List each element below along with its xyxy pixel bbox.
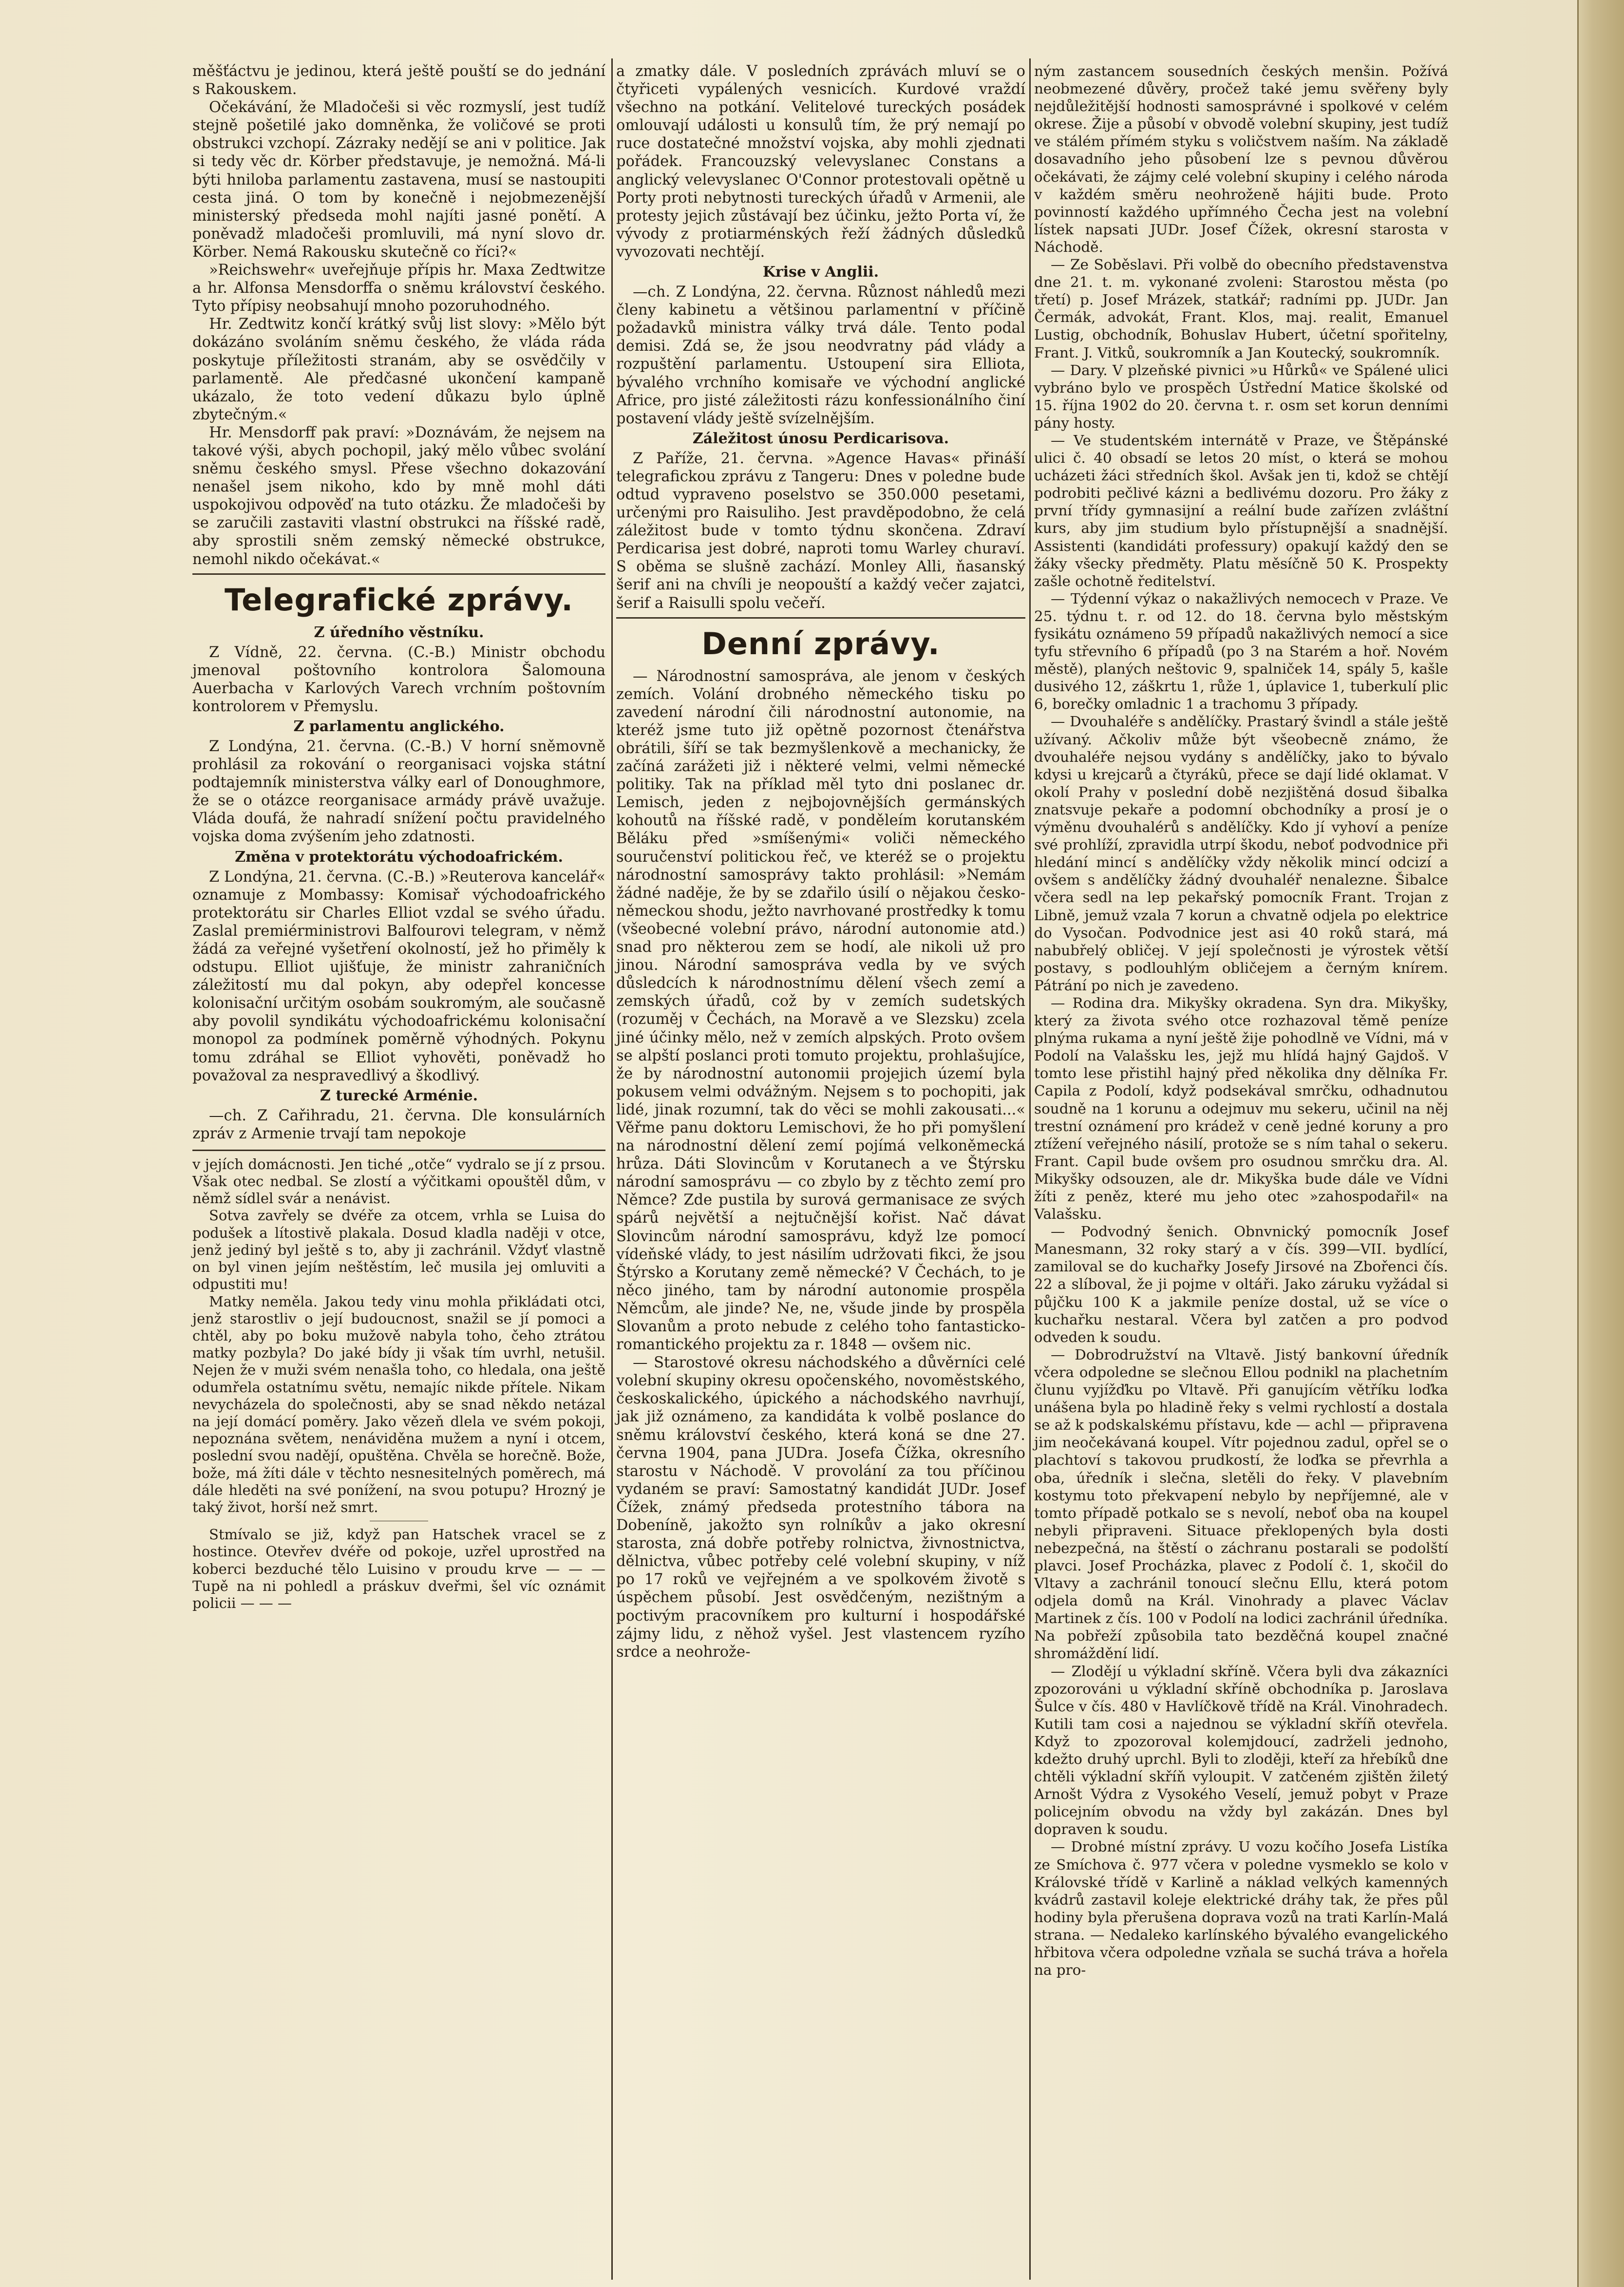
- paragraph: — Dobrodružství na Vltavě. Jistý bankovní úředník včera odpoledne se slečnou Ellou podnikl na plachetním člunu vyjížďku po Vltavě. Při ganujícím větříku loďka unášena byla po hladině řeky s velmi rychlostí a dostala se až k podskalskému přístavu, kde — achl — připravena jim neočekávaná koupel. Vítr pojednou zadul, opřel se o plachtoví s takovou prudkostí, že loďka se převrhla a oba, úředník i slečna, sletěli do řeky. V plavebním kostymu toto překvapení nebylo by nepříjemné, ale v tomto případě potkalo se s nevolí, neboť oba na koupel nebyli připraveni. Situace překlopených byla dosti nebezpečná, na štěstí o záchranu postarali se podolští plavci. Josef Procházka, plavec z Podolí č. 1, skočil do Vltavy a zachránil tonoucí slečnu Ellu, která potom odjela domů na Král. Vinohrady a plavec Václav Martinek z čís. 100 v Podolí na lodici zachránil úředníka. Na pobřeží způsobila tato bezděčná koupel značné shromáždění lidí.: [1034, 1346, 1448, 1662]
- subheading: Z parlamentu anglického.: [293, 718, 505, 735]
- paragraph: v jejích domácnosti. Jen tiché „otče“ vydralo se jí z prsou. Však otec nedbal. Se zlostí a výčitkami opouštěl dům, v němž sídlel svár a nenávist.: [192, 1155, 605, 1207]
- subheading: Změna v protektorátu východoafrickém.: [235, 848, 563, 866]
- paragraph: Stmívalo se již, když pan Hatschek vracel se z hostince. Otevřev dvéře od pokoje, uzřel uprostřed na koberci bezduché tělo Luisino v proudu krve — — — Tupě na ni pohledl a práskuv dveřmi, šel víc oznámit policii — — —: [192, 1526, 605, 1611]
- divider: [192, 1150, 605, 1151]
- paragraph: a zmatky dále. V posledních zprávách mluví se o čtyřiceti vypálených vesnicích. Kurdové vraždí všechno na potkání. Velitelové tureckých posádek omlouvají události u konsulů tím, že prý nemají po ruce dostatečné množství vojska, aby mohli zjednati pořádek. Francouzský velevyslanec Constans a anglický velevyslanec O'Connor protestovali opětně u Porty proti nebytnosti tureckých úřadů v Armenii, ale protesty jejich zůstávají bez účinku, ježto Porta ví, že vývody z protiarménských řeží žádných důsledků vyvozovati nechtějí.: [616, 63, 1025, 261]
- column-rule-1: [611, 58, 613, 2280]
- paragraph: — Národnostní samospráva, ale jenom v českých zemích. Volání drobného německého tisku po zavedení národní čili národnostní autonomie, na kteréž jsme tuto již opětně pozornost čtenářstva obrátili, šíří se tak bezmyšlenkově a mechanicky, že začíná zarážeti již i některé velmi, velmi německé politiky. Tak na příklad měl tyto dni poslanec dr. Lemisch, jeden z nejbojovnějších germánských kohoutů na říšské radě, v ponděleím korutanském Běláku před »smíšenými« voliči německého souručenství politickou řeč, ve kteréž se o projektu národnostní samosprávy takto prohlásil: »Nemám žádné naděje, že by se zdařilo úsilí o nějakou česko-německou shodu, ježto navrhované prostředky k tomu (všeobecné volební právo, národní autonomie atd.) snad pro některou zem se hodí, ale nikoli už pro jinou. Národní samospráva vedla by ve svých důsledcích k národnostnímu dělení všech zemí a zemských úřadů, což by v zemích sudetských (rozuměj v Čechách, na Moravě a ve Slezsku) zcela jiné účinky mělo, než v zemích alpských. Proto ovšem se alpští poslanci proti tomuto projektu, prohlašujíce, že by národnostní autonomii projejich území byla pokusem velmi odvážným. Nejsem s to pochopiti, jak lidé, jinak rozumní, tak do věci se mohli zakousati...« Věřme panu doktoru Lemischovi, že ho při pomyšlení na národnostní dělení zemí pojímá velkoněmecká hrůza. Dáti Slovincům v Korutanech a ve Štýrsku národní samosprávu — co zbylo by z těchto zemí pro Němce? Zde pustila by surová germanisace ze svých spárů největší a nejtučnější kořist. Nač dávat Slovincům národní samosprávu, když lze pomocí vídeňské vlády, to jest násilím udržovati fikci, že jsou Štýrsko a Korutany země německé? V Čechách, to je něco jiného, tam by národní autonomie prospěla Němcům, ale jinde? Ne, ne, všude jinde by prospěla Slovanům a proto nebude z celého toho fantasticko-romantického projektu za r. 1848 — ovšem nic.: [616, 667, 1025, 1354]
- paragraph: Sotva zavřely se dvéře za otcem, vrhla se Luisa do podušek a lítostivě plakala. Dosud kladla naději v otce, jenž jediný byl ještě s to, aby ji zachránil. Vždyť vlastně on byl vinen jejím neštěstím, leč musila jej omluviti a odpustiti mu!: [192, 1207, 605, 1293]
- paragraph: Hr. Mensdorff pak praví: »Doznávám, že nejsem na takové výši, abych pochopil, jaký mělo vůbec svolání sněmu českého smysl. Přese všechno dokazování nenašel jsem nikoho, kdo by mně mohl dáti uspokojivou odpověď na tuto otázku. Že mladočeši by se zaručili zastaviti vlastní obstrukci na říšské radě, aby sprostili sněm zemský německé obstrukce, nemohl nikdo očekávat.«: [192, 424, 605, 568]
- paragraph: — Drobné místní zprávy. U vozu kočího Josefa Listíka ze Smíchova č. 977 včera v poledne vysmeklo se kolo v Královské třídě v Karlině a náklad velkých kamenných kvádrů zastavil koleje elektrické dráhy tak, že přes půl hodiny byla přerušena doprava vozů na trati Karlín-Malá strana. — Nedaleko karlínského bývalého evangelického hřbitova včera odpoledne vzňala se suchá tráva a hořela na pro-: [1034, 1838, 1448, 1979]
- subheading: Z úředního věstníku.: [314, 624, 484, 641]
- column-2: [616, 62, 1025, 1661]
- column-1: [192, 62, 605, 1612]
- paragraph: — Ve studentském internátě v Praze, ve Štěpánské ulici č. 40 obsadí se letos 20 míst, o která se mohou ucházeti žáci středních škol. Avšak jen ti, kdož se chtějí podrobiti pečlivé kázni a bedlivému dozoru. Pro žáky z první třídy gymnasijní a reální bude zařízen zvláštní kurs, aby jim studium bylo přístupnější a snadnější. Assistenti (kandidáti professury) opakují každý den se žáky všecky předměty. Platu měsíčně 50 K. Prospekty zašle ochotně ředitelství.: [1034, 432, 1448, 589]
- column-3: [1034, 62, 1448, 1979]
- paragraph: — Ze Soběslavi. Při volbě do obecního představenstva dne 21. t. m. vykonané zvoleni: Starostou města (po třetí) p. Josef Mrázek, statkář; radními pp. JUDr. Jan Čermák, advokát, Frant. Klos, maj. realit, Emanuel Lustig, obchodník, Bohuslav Hubert, účetní spořitelny, Frant. J. Vitků, soukromník a Jan Koutecký, soukromník.: [1034, 256, 1448, 361]
- subheading: Krise v Anglii.: [762, 264, 879, 281]
- page-fold-edge: [1577, 0, 1624, 2287]
- subheading: Záležitost únosu Perdicarisova.: [692, 430, 949, 447]
- paragraph: ným zastancem sousedních českých menšin. Požívá neobmezené důvěry, pročež také jemu svěřeny byly nejdůležitější hodnosti samosprávné i spolkové v celém okrese. Žije a působí v obvodě volební skupiny, jest tudíž ve stálém přímém styku s voličstvem naším. Na základě dosavadního jeho působení lze s pevnou důvěrou očekávati, že zájmy celé volební skupiny i celého národa v každém směru neohroženě hájiti bude. Proto povinností každého upřímného Čecha jest na volební lístek napsati JUDr. Josef Čížek, okresní starosta v Náchodě.: [1034, 63, 1448, 255]
- paragraph: — Dary. V plzeňské pivnici »u Hůrků« ve Spálené ulici vybráno bylo ve prospěch Ústřední Matice školské od 15. října 1902 do 20. června t. r. osm set korun denními pány hosty.: [1034, 361, 1448, 431]
- paragraph: —ch. Z Cařihradu, 21. června. Dle konsulárních zpráv z Armenie trvají tam nepokoje: [192, 1107, 605, 1142]
- paragraph: — Starostové okresu náchodského a důvěrníci celé volební skupiny okresu opočenského, novoměstského, českoskalického, úpického a náchodského navrhují, jak již oznámeno, za kandidáta k volbě poslance do sněmu království českého, která koná se dne 27. června 1904, pana JUDra. Josefa Čížka, okresního starostu v Náchodě. V provolání za tou příčinou vydaném se praví: Samostatný kandidát JUDr. Josef Čížek, známý předseda protestního tábora na Dobeníně, jakožto syn rolníkův a jako okresní starosta, zná dobře potřeby rolnictva, živnostnictva, dělnictva, vůbec potřeby celé volební skupiny, v níž po 17 roků ve vejřejném a ve spolkovém životě s úspěchem působí. Jest osvědčeným, nezištným a poctivým pracovníkem pro kulturní i hospodářské zájmy lidu, z něhož vyšel. Jest vlastencem ryzího srdce a neohrože-: [616, 1354, 1025, 1661]
- paragraph: Z Paříže, 21. června. »Agence Havas« přináší telegrafickou zprávu z Tangeru: Dnes v poledne bude odtud vypraveno poselstvo se 350.000 pesetami, určenými pro Raisuliho. Jest pravděpodobno, že celá záležitost bude v tomto týdnu skončena. Zdraví Perdicarisa jest dobré, naproti tomu Warley churaví. S oběma se slušně zachází. Monley Alli, ňasanský šerif ani na chvíli je neopouští a každý večer zajatci, šerif a Raisulli spolu večeří.: [616, 450, 1025, 612]
- divider: [616, 617, 1025, 619]
- paragraph: Matky neměla. Jakou tedy vinu mohla přikládati otci, jenž starostliv o její budoucnost, snažil se jí pomoci a chtěl, aby po boku mužově nabyla toho, čeho ztrátou matky pozbyla? Do jaké bídy ji však tím uvrhl, netušil. Nejen že v muži svém nenašla toho, co hledala, ona ještě odumřela ostatnímu světu, nemajíc nikde přítele. Nikam nevycházela do společnosti, aby se snad někdo netázal na její domácí poměry. Jako vězeň dlela ve svém pokoji, nepoznána světem, nenáviděna mužem a nyní i otcem, poslední svou nadějí, opuštěna. Chvěla se horečně. Bože, bože, má žíti dále v těchto nesnesitelných poměrech, má dále hleděti na své ponížení, na svou potupu? Hrozný je taký život, horší než smrt.: [192, 1293, 605, 1515]
- divider: [192, 573, 605, 575]
- paragraph: — Dvouhaléře s andělíčky. Prastarý švindl a stále ještě užívaný. Ačkoliv může být všeobecně známo, že dvouhaléře nejsou vydány s andělíčky, jako to bývalo kdysi u krejcarů a čtyrákû, přece se dají lidé oklamat. V okolí Prahy v poslední době nezjištěná dosud šibalka znatsvuje pekaře a podomní obchodníky a prosí je o výměnu dvouhalérů s andělíčky. Kdo jí vyhoví a peníze své prohlíží, zpravidla utrpí škodu, neboť podvodnice při hledání mincí s andělíčky vždy několik mincí odcizí a ovšem s andělíčky žádný dvouhaléř nenalezne. Šibalce včera sedl na lep pekařský pomocník Frant. Trojan z Libně, jemuž vzala 7 korun a chvatně odjela po elektrice do Vysočan. Podvodnice jest asi 40 roků stará, má nabubřelý obličej. V její společnosti je výrostek větší postavy, s podlouhlým obličejem a černým knírem. Pátrání po nich je zavedeno.: [1034, 713, 1448, 994]
- paragraph: Z Vídně, 22. června. (C.-B.) Ministr obchodu jmenoval poštovního kontrolora Šalomouna Auerbacha v Karlových Varech vrchním poštovním kontrolorem v Přemyslu.: [192, 643, 605, 715]
- paragraph: —ch. Z Londýna, 22. června. Různost náhledů mezi členy kabinetu a většinou parlamentní v příčině požadavků ministra války trvá dále. Tento podal demisi. Zdá se, že jsou neodvratny pád vlády a rozpuštění parlamentu. Ustoupení sira Elliota, bývalého vrchního komisaře ve východní anglické Africe, pro jisté záležitosti rázu konfessionálního činí postavení vlády ještě svízelnějším.: [616, 284, 1025, 427]
- paragraph: — Týdenní výkaz o nakažlivých nemocech v Praze. Ve 25. týdnu t. r. od 12. do 18. června bylo městským fysikátu oznámeno 59 případů nakažlivých nemocí a sice tyfu střevního 6 případů (po 3 na Starém a hoř. Novém městě), planých neštovic 9, spalniček 14, spály 5, kašle dusivého 12, záškrtu 1, růže 1, úplavice 1, tuberkulí plic 6, borečky omladnic 1 a trachomu 3 případy.: [1034, 590, 1448, 713]
- paragraph: Z Londýna, 21. června. (C.-B.) »Reuterova kancelář« oznamuje z Mombassy: Komisař východoafrického protektorátu sir Charles Elliot vzdal se svého úřadu. Zaslal premiérministrovi Balfourovi telegram, v němž žádá za veřejné vyšetření okolností, jež ho přiměly k odstupu. Elliot ujišťuje, že ministr zahraničních záležitostí mu dal pokyn, aby odepřel koncesse kolonisační určitým osobám soukromým, ale současně aby povolil syndikátu východoafrickému kolonisační monopol za podmínek poměrně výhodných. Pokynu tomu zdráhal se Elliot vyhověti, poněvadž ho považoval za nespravedlivý a škodlivý.: [192, 868, 605, 1084]
- paragraph: měšťáctvu je jedinou, která ještě pouští se do jednání s Rakouskem.: [192, 63, 605, 98]
- column-rule-2: [1029, 58, 1031, 2280]
- paragraph: Z Londýna, 21. června. (C.-B.) V horní sněmovně prohlásil za rokování o reorganisaci vojska státní podtajemník ministerstva války earl of Donoughmore, že se o otázce reorganisace armády právě uvažuje. Vláda doufá, že nahradí snížení počtu pravidelného vojska doma zvýšením jeho zdatnosti.: [192, 738, 605, 846]
- section-heading-telegraphic: Telegrafické zprávy.: [225, 582, 573, 618]
- paragraph: — Podvodný šenich. Obnvnický pomocník Josef Manesmann, 32 roky starý a v čís. 399—VII. bydlící, zamiloval se do kuchařky Josefy Jirsové na Zbořenci čís. 22 a slíboval, že ji pojme v oltáři. Jako záruku vyžádal si půjčku 100 K a jakmile peníze dostal, už se více o kuchařku nestaral. Včera byl zatčen a pro podvod odveden k soudu.: [1034, 1223, 1448, 1345]
- paragraph: — Zlodějí u výkladní skříně. Včera byli dva zákazníci zpozorováni u výkladní skříně obchodníka p. Jaroslava Šulce v čís. 480 v Havlíčkově třídě na Král. Vinohradech. Kutili tam cosi a najednou se výkladní skříň otevřela. Když to zpozoroval kolemjdoucí, zadrželi jednoho, kdežto druhý uprchl. Byli to zloději, kteří za hřebíků dne chtěli výkladní skříň vyloupit. V zatčeném zjištěn žiletý Arnošt Výdra z Vysokého Veselí, jemuž pobyt v Praze policejním obvodu na vždy byl zakázán. Dnes byl dopraven k soudu.: [1034, 1663, 1448, 1838]
- section-heading-daily-news: Denní zprávy.: [701, 625, 940, 662]
- paragraph: Hr. Zedtwitz končí krátký svůj list slovy: »Mělo být dokázáno svoláním sněmu českého, že vláda ráda poskytuje příležitosti stranám, aby se osvědčily v parlamentě. Ale předčasné ukončení kampaně ukázalo, že toto vedení důkazu bylo úplně zbytečným.«: [192, 316, 605, 423]
- paragraph: Očekávání, že Mladočeši si věc rozmyslí, jest tudíž stejně pošetilé jako domněnka, že voličové se proti obstrukci vzchopí. Zázraky nedějí se ani v politice. Jak si tedy věc dr. Körber představuje, je nemožná. Má-li býti hniloba parlamentu zastavena, musí se nastoupiti cesta jiná. O tom by konečně i nejobmezenější ministerský předseda mohl najíti jasné ponětí. A poněvadž mladočeši promluvili, má nyní slovo dr. Körber. Nemá Rakousku skutečně co říci?«: [192, 99, 605, 261]
- paragraph: — Rodina dra. Mikyšky okradena. Syn dra. Mikyšky, který za života svého otce rozhazoval těmě peníze plnýma rukama a nyní ještě žije pohodlně ve Vídni, má v Podolí na Valašsku les, jejž mu hlídá hajný Gajdoš. V tomto lese přistihl hajný před několika dny dělníka Fr. Capila z Podolí, když podsekával smrčku, odhadnutou soudně na 1 korunu a odejmuv mu sekeru, učinil na něj trestní oznámení pro krádež v ceně jedné koruny a pro ztížení veřejného násilí, protože se s ním tahal o sekeru. Frant. Capil bude ovšem pro osudnou smrčku dra. Al. Mikyšky odsouzen, ale dr. Mikyška bude dále ve Vídni žíti z peněz, které mu jeho otec »zahospodařil« na Valašsku.: [1034, 994, 1448, 1223]
- serial-story: [192, 1156, 605, 1612]
- subheading: Z turecké Arménie.: [320, 1087, 478, 1104]
- paragraph: »Reichswehr« uveřejňuje přípis hr. Maxa Zedtwitze a hr. Alfonsa Mensdorffa o sněmu království českého. Tyto přípisy neobsahují mnoho pozoruhodného.: [192, 262, 605, 315]
